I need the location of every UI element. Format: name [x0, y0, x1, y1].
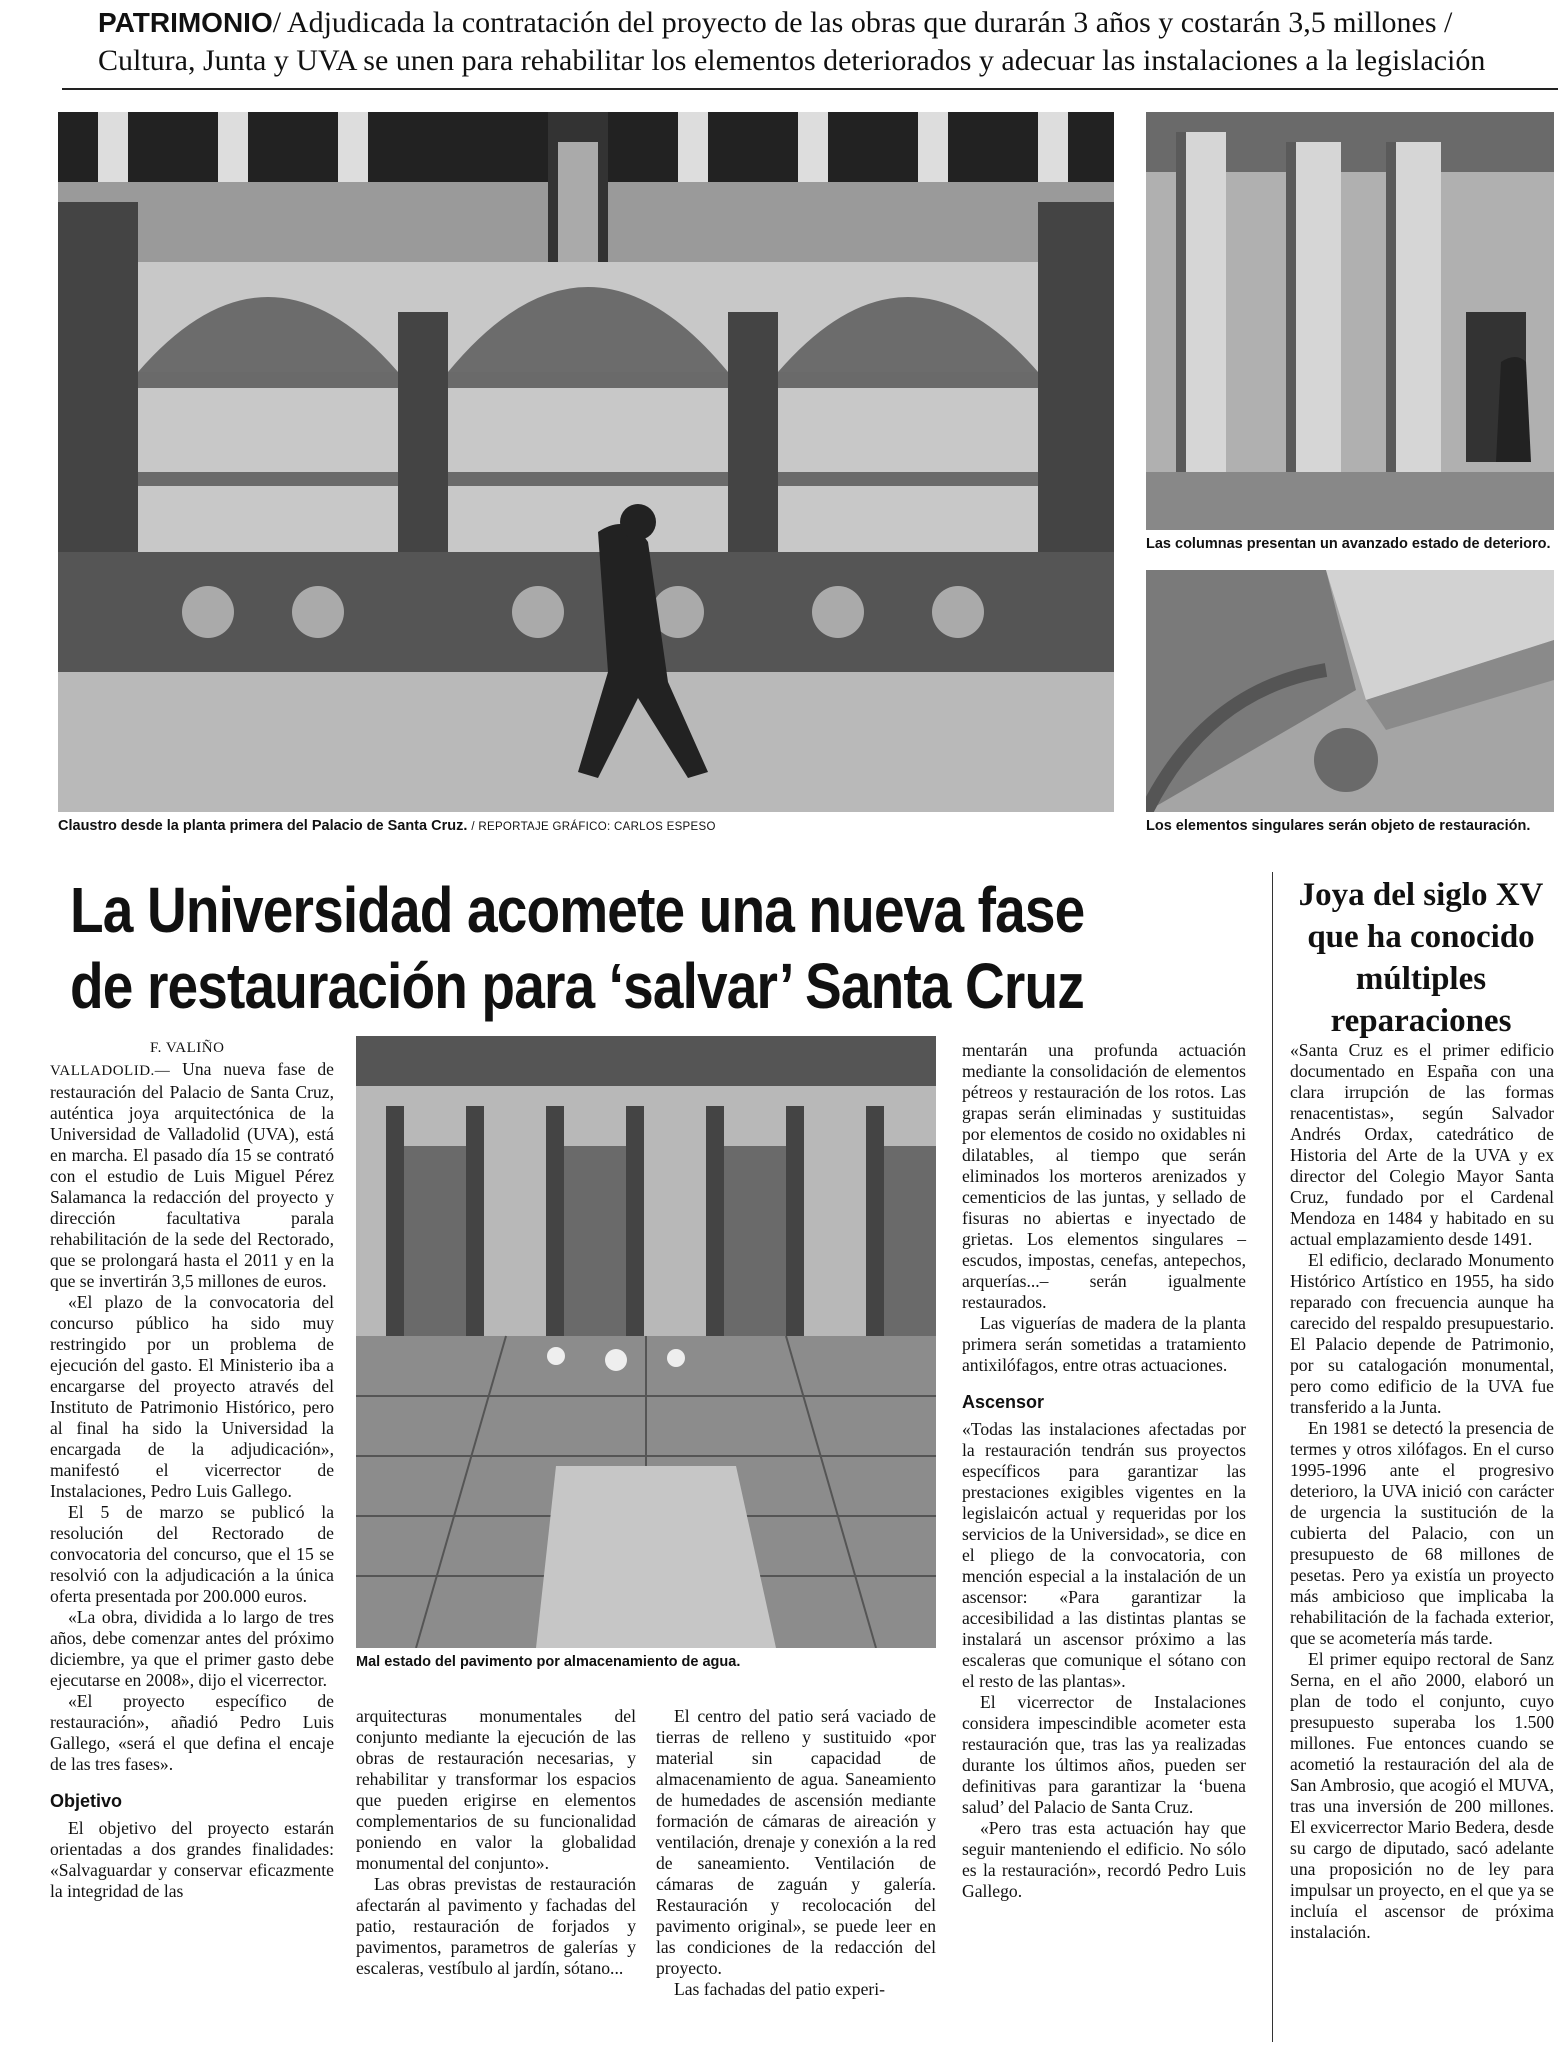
- paragraph: El primer equipo rectoral de Sanz Serna, en el año 2000, elaboró un plan de todo el conjunto, cuyo presupuesto superaba los 1.500 millones. Fue entonces cuando se acometió la restauración del ala de San Ambrosio, que acogió el MUVA, tras una inversión de 200 millones. El exvicerrector Mario Bedera, desde su cargo de diputado, sacó adelante una proposición no de ley para impulsar un proyecto, en el que ya se incluía el ascensor de próxima instalación.: [1290, 1649, 1554, 1942]
- headline-line-1: La Universidad acomete una nueva fase: [70, 874, 1085, 946]
- paragraph: Las fachadas del patio experi-: [674, 1979, 886, 1999]
- pavement-caption: Mal estado del pavimento por almacenamiento de agua.: [356, 1654, 741, 1670]
- header-rule: [62, 88, 1558, 90]
- elements-caption: Los elementos singulares serán objeto de restauración.: [1146, 818, 1531, 834]
- paragraph: Las obras previstas de restauración afectarán al pavimento y fachadas del patio, restauración de forjados y pavimentos, parametros de galerías y escaleras, vestíbulo al jardín, sótano...: [356, 1874, 636, 1978]
- pavement-photo: [356, 1036, 936, 1648]
- paragraph: mentarán una profunda actuación mediante la consolidación de elementos pétreos y restauración de los rotos. Las grapas serán eliminadas y sustituidas por elementos de cosido no oxidables ni dilatables, al tiempo que serán eliminados los morteros arenizados y cementicios de las juntas, y sellado de fisuras no abiertas e inyectado de grietas. Los elementos singulares –escudos, impostas, cenefas, antepechos, arquerías...– serán igualmente restaurados.: [962, 1040, 1246, 1312]
- paragraph: El edificio, declarado Monumento Histórico Artístico en 1955, ha sido reparado con frecuencia aunque ha carecido del respaldo presupuestario. El Palacio depende de Patrimonio, por su catalogación monumental, pero como edificio de la UVA fue transferido a la Junta.: [1290, 1250, 1554, 1417]
- kicker-line-1: / Adjudicada la contratación del proyecto de las obras que durarán 3 años y costarán 3,5 millones /: [272, 6, 1453, 39]
- sidebar-column: [1290, 1040, 1554, 1943]
- elements-photo: [1146, 570, 1554, 812]
- paragraph: «El proyecto específico de restauración», añadió Pedro Luis Gallego, «será el que defina el encaje de las tres fases».: [50, 1691, 334, 1774]
- paragraph: Una nueva fase de restauración del Palacio de Santa Cruz, auténtica joya arquitectónica de la Universidad de Valladolid (UVA), está en marcha. El pasado día 15 se contrató con el estudio de Luis Miguel Pérez Salamanca la redacción del proyecto y dirección facultativa parala rehabilitación de la sede del Rectorado, que se prolongará hasta el 2011 y en la que se invertirán 3,5 millones de euros.: [50, 1059, 334, 1291]
- paragraph: El objetivo del proyecto estarán orientadas a dos grandes finalidades: «Salvaguardar y conservar eficazmente la integridad de las: [50, 1818, 334, 1901]
- paragraph: «La obra, dividida a lo largo de tres años, debe comenzar antes del próximo diciembre, ya que el primer gasto debe ejecutarse en 2008», dijo el vicerrector.: [50, 1607, 334, 1690]
- subheading-ascensor: Ascensor: [962, 1392, 1045, 1412]
- photo-credit: / REPORTAJE GRÁFICO: CARLOS ESPESO: [471, 821, 716, 833]
- paragraph: arquitecturas monumentales del conjunto mediante la ejecución de las obras de restauración necesarias, y rehabilitar y transformar los espacios que pueden erigirse en elementos complementarios de su funcionalidad poniendo en valor la globalidad monumental del conjunto».: [356, 1706, 636, 1873]
- paragraph: «Santa Cruz es el primer edificio documentado en España con una clara irrupción de las formas renacentistas», según Salvador Andrés Ordax, catedrático de Historia del Arte de la UVA y ex director del Colegio Mayor Santa Cruz, fundado por el Cardenal Mendoza en 1484 y habitado en su actual emplazamiento desde 1491.: [1290, 1040, 1554, 1249]
- paragraph: El centro del patio será vaciado de tierras de relleno y sustituido «por material sin capacidad de almacenamiento de agua. Saneamiento de humedades de ascensión mediante formación de cámaras de aireación y ventilación, drenaje y conexión a la red de saneamiento. Ventilación de cámaras de zaguán y galería. Restauración y recolocación del pavimento original», se puede leer en las condiciones de la redacción del proyecto.: [656, 1706, 936, 1978]
- dateline: VALLADOLID.—: [50, 1063, 171, 1079]
- paragraph: «El plazo de la convocatoria del concurso público ha sido muy restringido por un problema de ejecución del gasto. El Ministerio iba a encargarse del proyecto através del Instituto de Patrimonio Histórico, pero al final ha sido la Universidad la encargada de la adjudicación», manifestó el vicerrector de Instalaciones, Pedro Luis Gallego.: [50, 1292, 334, 1501]
- article-column-4: [962, 1040, 1246, 1902]
- headline: [70, 872, 1085, 1024]
- paragraph: El vicerrector de Instalaciones considera impescindible acometer esta restauración que, tras las ya realizadas durante los últimos años, pueden ser definitivas para garantizar la ‘buena salud’ del Palacio de Santa Cruz.: [962, 1692, 1246, 1817]
- kicker-line-2: Cultura, Junta y UVA se unen para rehabilitar los elementos deteriorados y adecuar las instalaciones a la legislación: [98, 44, 1486, 77]
- headline-line-2: de restauración para ‘salvar’ Santa Cruz: [70, 950, 1084, 1022]
- columns-caption: Las columnas presentan un avanzado estado de deterioro.: [1146, 536, 1551, 552]
- article-column-1: [50, 1038, 334, 1902]
- cloister-photo: [58, 112, 1114, 812]
- article-column-3: [656, 1706, 936, 2000]
- paragraph: El 5 de marzo se publicó la resolución del Rectorado de convocatoria del concurso, que el 15 se resolvió con la adjudicación a la única oferta presentada por 200.000 euros.: [50, 1502, 334, 1606]
- article-column-2: [356, 1706, 636, 1979]
- subheading-objetivo: Objetivo: [50, 1791, 123, 1811]
- kicker: [98, 4, 1558, 80]
- paragraph: Las viguerías de madera de la planta primera serán sometidas a tratamiento antixilófagos, entre otras actuaciones.: [962, 1313, 1246, 1375]
- sidebar-title: Joya del siglo XV que ha conocido múltiples reparaciones: [1298, 877, 1544, 1039]
- sidebar-divider: [1272, 872, 1273, 2042]
- paragraph: «Pero tras esta actuación hay que seguir manteniendo el edificio. No sólo es la restauración», recordó Pedro Luis Gallego.: [962, 1818, 1246, 1901]
- caption-text: Claustro desde la planta primera del Palacio de Santa Cruz.: [58, 818, 468, 834]
- paragraph: En 1981 se detectó la presencia de termes y otros xilófagos. En el curso 1995-1996 ante el progresivo deterioro, la UVA inició con carácter de urgencia la sustitución de la cubierta del Palacio, con un presupuesto de 68 millones de pesetas. Pero ya existía un proyecto más ambicioso que implicaba la rehabilitación de la fachada exterior, que se acometería más tarde.: [1290, 1418, 1554, 1648]
- byline: F. VALIÑO: [150, 1040, 225, 1056]
- section-label: PATRIMONIO: [98, 7, 273, 38]
- paragraph: «Todas las instalaciones afectadas por la restauración tendrán sus proyectos específicos para garantizar las prestaciones exigibles vigentes en la legislaicón actual y requeridas por los servicios de la Universidad», se dice en el pliego de la convocatoria, con mención especial a la instalación de un ascensor: «Para garantizar la accesibilidad a las distintas plantas se instalará un ascensor próximo a las escaleras que comunique el sótano con el resto de las plantas».: [962, 1419, 1246, 1691]
- main-photo-caption: [58, 818, 1114, 834]
- columns-photo: [1146, 112, 1554, 530]
